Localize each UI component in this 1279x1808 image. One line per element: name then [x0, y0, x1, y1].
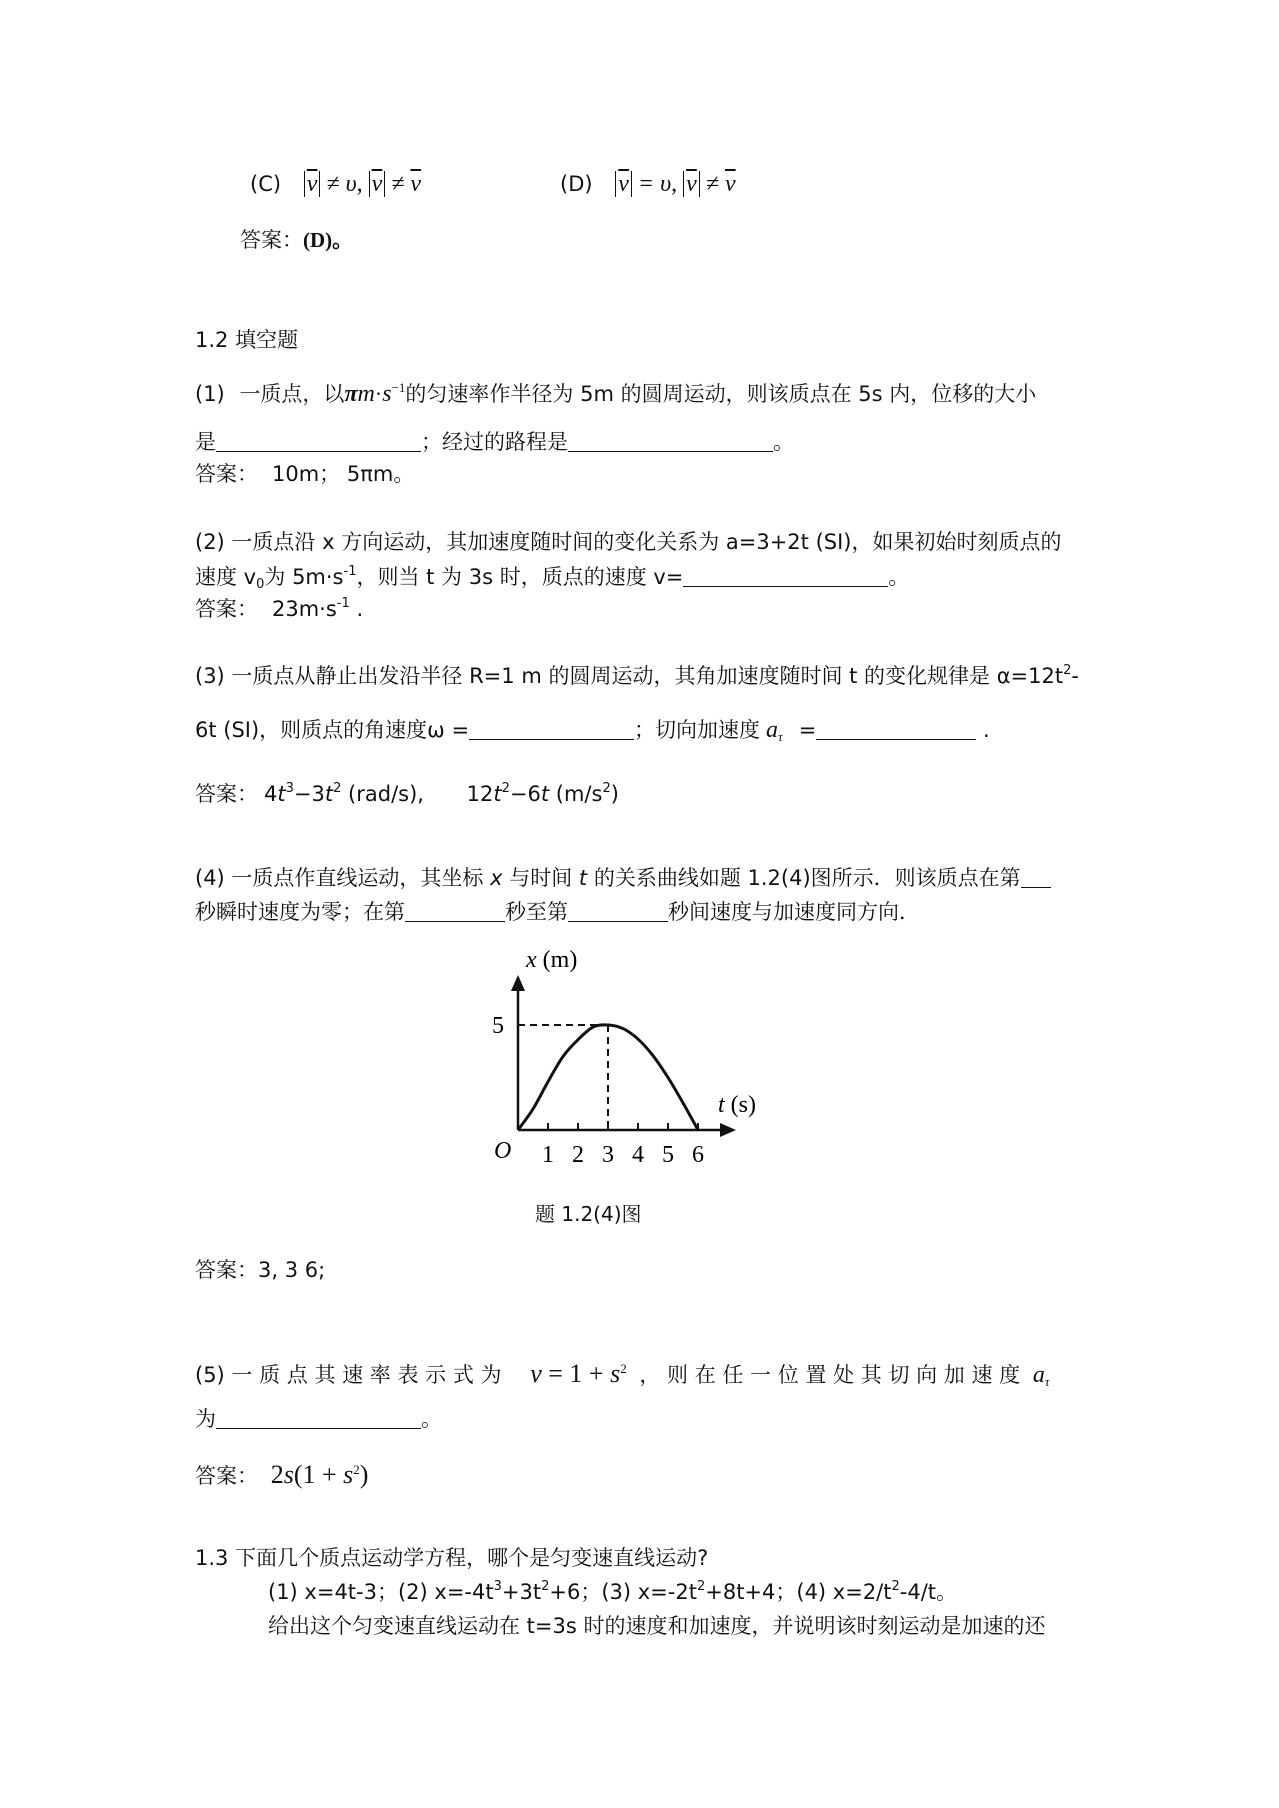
q3-line2: 6t (SI)，则质点的角速度ω = ；切向加速度 $a_\tau$ = .	[195, 717, 990, 744]
q1-line2: 是 ；经过的路程是 。	[195, 430, 794, 454]
q5-answer: 答案： $2s(1 + s^2)$	[195, 1460, 369, 1489]
x-tick-label: 2	[572, 1142, 584, 1168]
option-d-label: (D)	[560, 172, 593, 196]
section-1-3-equations: (1) x=4t-3；(2) $x=-4t^3+3t^2+6$；(3) $x=-2t^2+8t+4$；(4) $x=2/t^2-4/t$。	[268, 1579, 958, 1604]
q1-blank-path[interactable]	[568, 431, 773, 452]
q5-blank[interactable]	[216, 1408, 421, 1429]
option-c-label: (C)	[250, 172, 282, 196]
q4-line2: 秒瞬时速度为零；在第 秒至第 秒间速度与加速度同方向．	[195, 900, 920, 924]
mc-answer	[240, 228, 353, 253]
q5-answer-formula: $2s(1 + s^2)$	[270, 1460, 369, 1489]
x-axis-arrow	[720, 1123, 736, 1137]
q1-blank-displacement[interactable]	[216, 431, 421, 452]
section-1-3-line3: 给出这个匀变速直线运动在 t=3s 时的速度和加速度，并说明该时刻运动是加速的还	[268, 1614, 1046, 1638]
y-axis-arrow	[511, 975, 525, 991]
q3-line1: (3) 一质点从静止出发沿半径 R=1 m 的圆周运动，其角加速度随时间 t 的变化规律是 $\alpha=12t^2-$	[195, 663, 1079, 688]
q3-blank-omega[interactable]	[469, 719, 634, 740]
xt-graph	[475, 947, 756, 1210]
figure-caption: 题 1.2(4)图	[535, 1202, 642, 1226]
q3-blank-tangential[interactable]	[816, 719, 976, 740]
x-tick-label: 6	[692, 1142, 704, 1168]
option-c	[250, 170, 421, 199]
q5-line1: (5) 一 质 点 其 速 率 表 示 式 为 $v = 1 + s^2$ ， 则 在 任 一 位 置 处 其 切 向 加 速 度 $a_\tau$	[195, 1359, 1050, 1389]
x-tick-label: 1	[542, 1142, 554, 1168]
section-1-2-title: 1.2 填空题	[195, 328, 299, 352]
mc-answer-value: (D)。	[303, 228, 354, 252]
q5-formula: $v = 1 + s^2$	[530, 1359, 627, 1388]
x-tick-label: 3	[602, 1142, 614, 1168]
q5-line2: 为 。	[195, 1407, 442, 1431]
x-axis-label: t (s)	[718, 1092, 756, 1118]
y-axis-label: x (m)	[526, 947, 578, 973]
mc-answer-label: 答案：	[240, 228, 303, 252]
q3-answer: 答案： $4t^3-3t^2$ (rad/s), $12t^2-6t$ $(m/s^2)$	[195, 781, 619, 806]
x-tick-label: 4	[632, 1142, 644, 1168]
origin-label: O	[494, 1138, 512, 1164]
q1-answer: 答案： 10m； 5πm。	[195, 462, 415, 486]
q4-blank-to[interactable]	[568, 901, 668, 922]
section-1-3-title: 1.3 下面几个质点运动学方程，哪个是匀变速直线运动?	[195, 1546, 709, 1570]
q1-line1: (1) 一质点，以$\pi m\cdot s^{-1}$的匀速率作半径为 5m 的圆周运动，则该质点在 5s 内，位移的大小	[195, 380, 1037, 407]
q2-answer: 答案： $23m\cdot s^{-1}$ .	[195, 596, 364, 621]
q2-blank-velocity[interactable]	[683, 566, 888, 587]
option-d-formula: $\overline{v} = \upsilon$, $\overline{v} \ne \overline{v}$	[615, 171, 735, 197]
q4-blank-from[interactable]	[405, 901, 505, 922]
q2-line2: 速度 $v_0$为 $5m\cdot s^{-1}$，则当 t 为 3s 时，质点的速度 v= 。	[195, 564, 910, 592]
y-tick-label: 5	[492, 1013, 504, 1039]
option-d	[560, 170, 736, 199]
x-tick-label: 5	[662, 1142, 674, 1168]
q4-line1: (4) 一质点作直线运动，其坐标 x 与时间 t 的关系曲线如题 1.2(4)图所示．则该质点在第	[195, 866, 1051, 891]
q4-answer: 答案：3, 3 6;	[195, 1258, 326, 1282]
option-c-formula: $\overline{v} \ne \upsilon$, $\overline{v} \ne \overline{v}$	[304, 171, 421, 197]
q2-line1: (2) 一质点沿 x 方向运动，其加速度随时间的变化关系为 a=3+2t (SI)，如果初始时刻质点的	[195, 530, 1062, 554]
q4-blank-zero[interactable]	[1021, 867, 1051, 888]
